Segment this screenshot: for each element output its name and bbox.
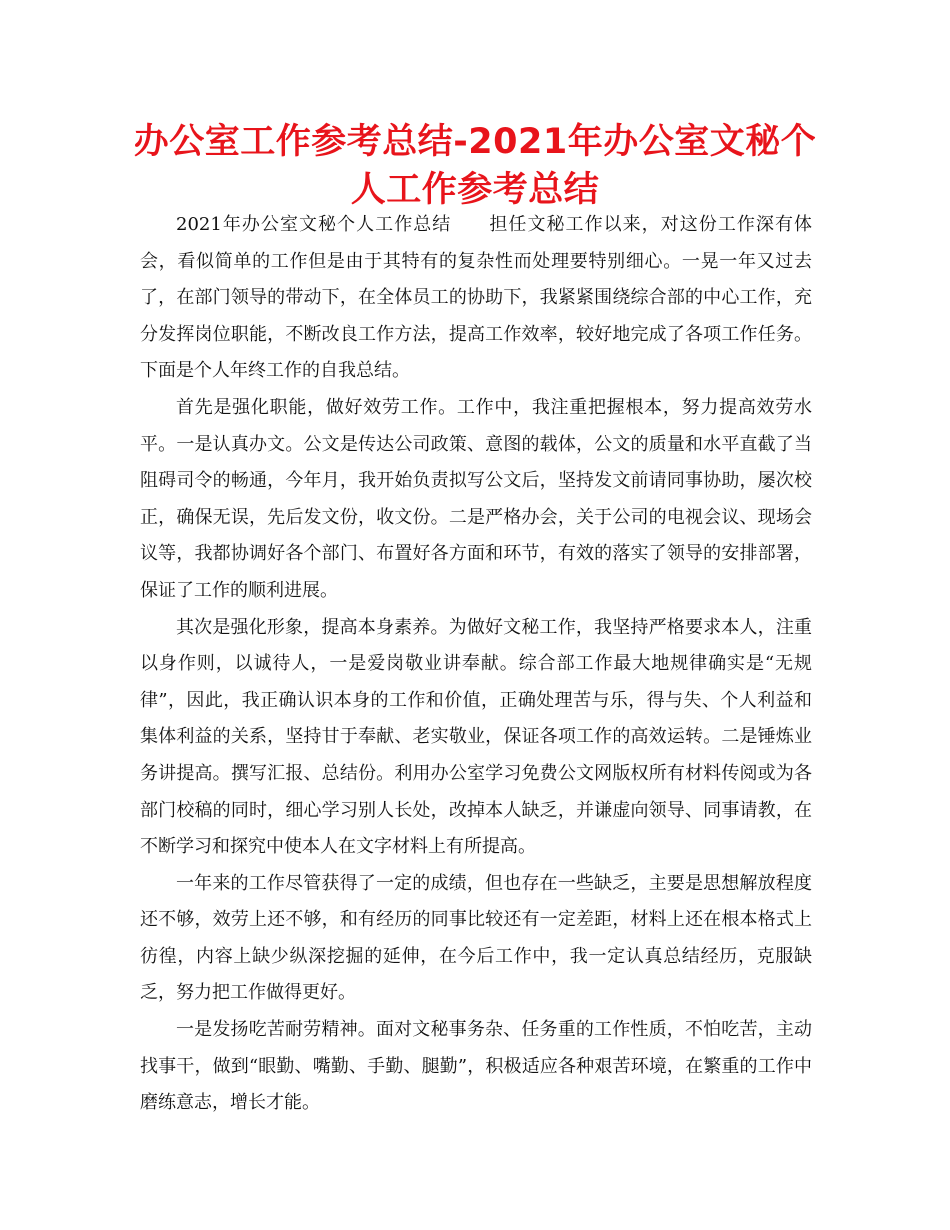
paragraph-shortcomings: 一年来的工作尽管获得了一定的成绩，但也存在一些缺乏，主要是思想解放程度还不够，效劳上还不够，和有经历的同事比较还有一定差距，材料上还在根本格式上彷徨，内容上缺少纵深挖掘的延伸，在今后工作中，我一定认真总结经历，克服缺乏，努力把工作做得更好。 xyxy=(140,872,812,1004)
document-body xyxy=(140,207,812,1122)
paragraph-plan-one: 一是发扬吃苦耐劳精神。面对文秘事务杂、任务重的工作性质，不怕吃苦，主动找事干，做到“眼勤、嘴勤、手勤、腿勤”，积极适应各种艰苦环境，在繁重的工作中磨练意志，增长才能。 xyxy=(140,1019,812,1114)
paragraph-service: 首先是强化职能，做好效劳工作。工作中，我注重把握根本，努力提高效劳水平。一是认真办文。公文是传达公司政策、意图的载体，公文的质量和水平直截了当阻碍司令的畅通，今年月，我开始负责拟写公文后，坚持发文前请同事协助，屡次校正，确保无误，先后发文份，收文份。二是严格办会，关于公司的电视会议、现场会议等，我都协调好各个部门、布置好各方面和环节，有效的落实了领导的安排部署，保证了工作的顺利进展。 xyxy=(140,396,812,601)
paragraph-image: 其次是强化形象，提高本身素养。为做好文秘工作，我坚持严格要求本人，注重以身作则，以诚待人，一是爱岗敬业讲奉献。综合部工作最大地规律确实是“无规律”，因此，我正确认识本身的工作和价值，正确处理苦与乐，得与失、个人利益和集体利益的关系，坚持甘于奉献、老实敬业，保证各项工作的高效运转。二是锤炼业务讲提高。撰写汇报、总结份。利用办公室学习免费公文网版权所有材料传阅或为各部门校稿的同时，细心学习别人长处，改掉本人缺乏，并谦虚向领导、同事请教，在不断学习和探究中使本人在文字材料上有所提高。 xyxy=(140,616,812,858)
document-title: 办公室工作参考总结-2021年办公室文秘个人工作参考总结 xyxy=(133,122,817,210)
paragraph-intro: 2021年办公室文秘个人工作总结 担任文秘工作以来，对这份工作深有体会，看似简单的工作但是由于其特有的复杂性而处理要特别细心。一晃一年又过去了，在部门领导的带动下，在全体员工的协助下，我紧紧围绕综合部的中心工作，充分发挥岗位职能，不断改良工作方法，提高工作效率，较好地完成了各项工作任务。下面是个人年终工作的自我总结。 xyxy=(140,214,812,382)
